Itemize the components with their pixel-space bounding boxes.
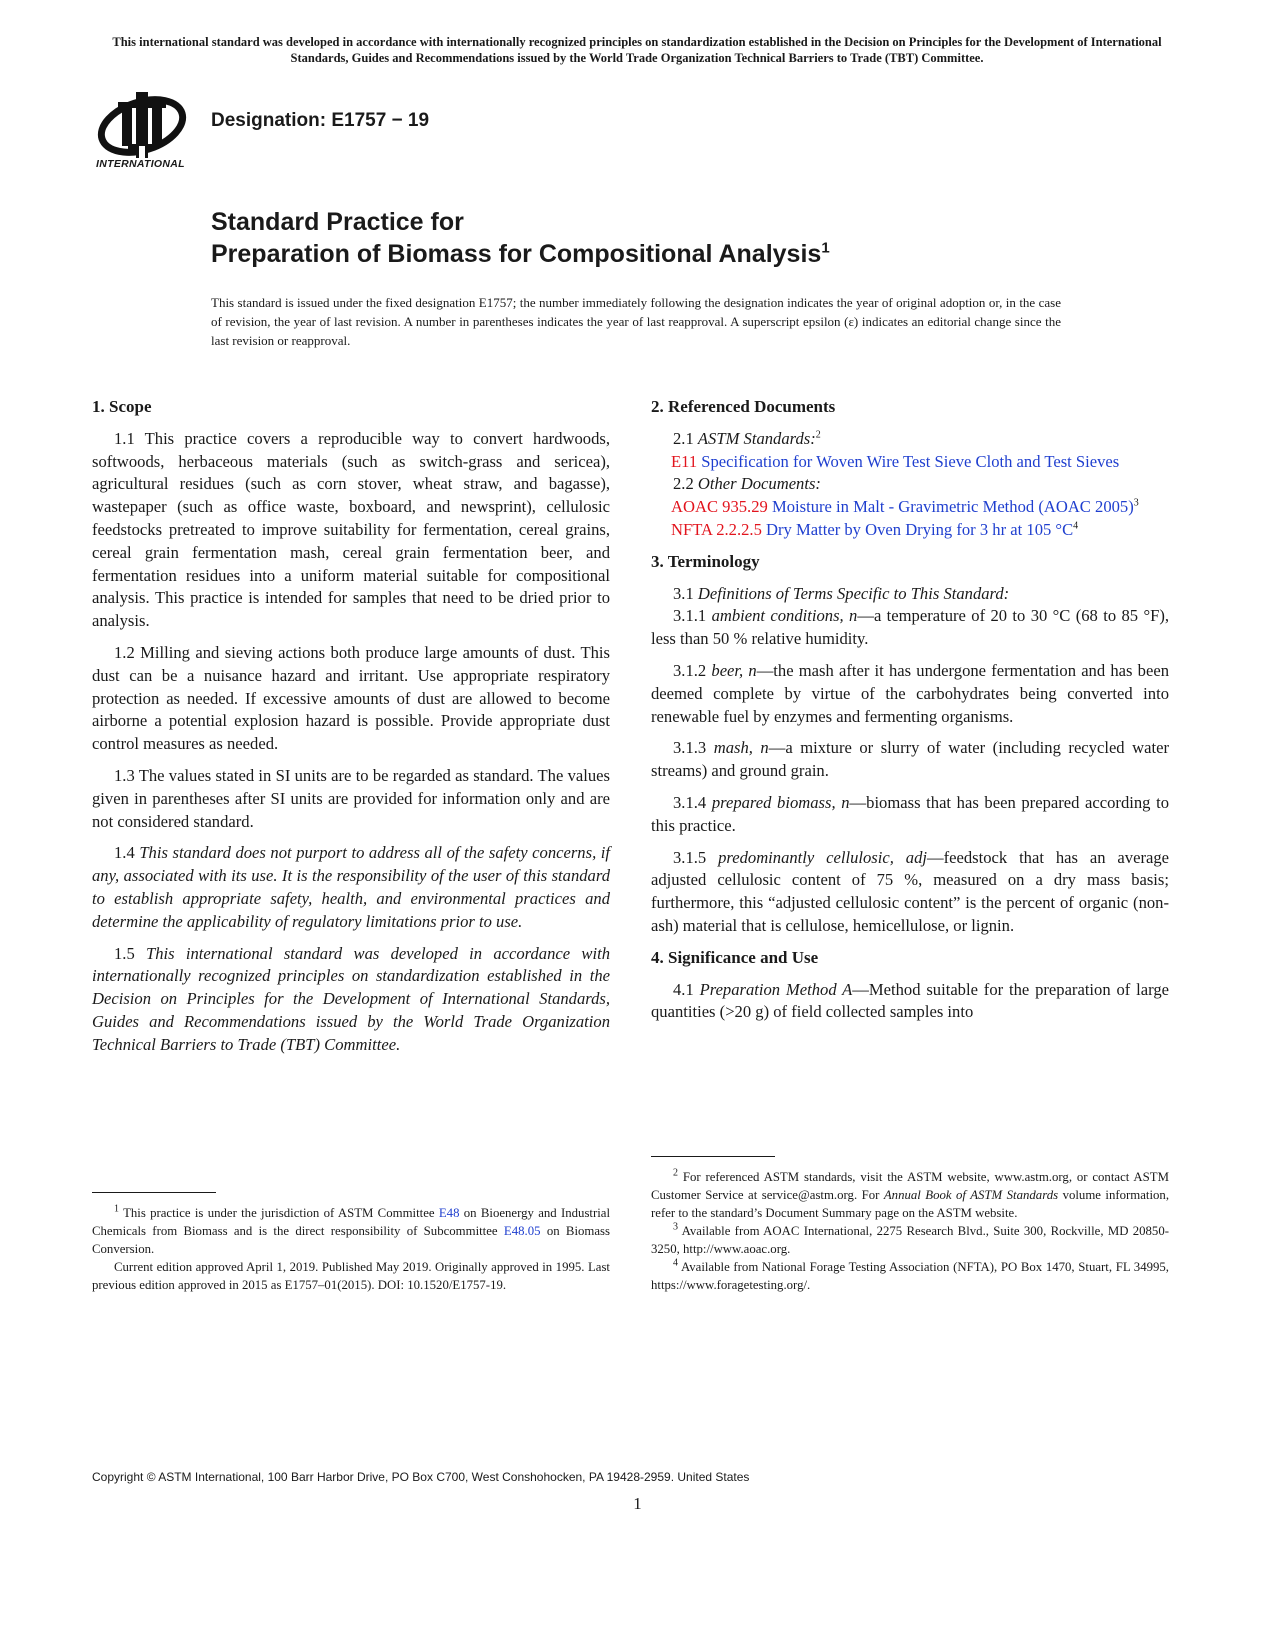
reference-aoac[interactable] xyxy=(651,496,1169,519)
reference-code[interactable]: NFTA 2.2.2.5 xyxy=(671,519,762,539)
footnote-2 xyxy=(651,1168,1169,1222)
footnote-text: This practice is under the jurisdiction of ASTM Committee xyxy=(123,1206,435,1220)
paragraph-number: 3.1.1 xyxy=(673,606,707,626)
section-heading-significance: 4. Significance and Use xyxy=(651,947,819,967)
reference-title[interactable]: Dry Matter by Oven Drying for 3 hr at 105 °C xyxy=(766,519,1074,539)
title-line-1: Standard Practice for xyxy=(211,208,464,236)
reference-e11[interactable] xyxy=(651,451,1169,474)
subsection-3-1 xyxy=(651,583,1169,606)
paragraph-number: 3.1.4 xyxy=(673,792,707,812)
defined-term: prepared biomass, n xyxy=(711,792,850,812)
definition-mash xyxy=(651,737,1169,783)
defined-term: mash, n xyxy=(713,738,769,758)
paragraph-number: 3.1.2 xyxy=(673,660,707,680)
footnote-mark: 1 xyxy=(114,1203,119,1215)
subcommittee-link[interactable]: E48.05 xyxy=(503,1224,541,1238)
copyright-line: Copyright © ASTM International, 100 Barr Harbor Drive, PO Box C700, West Conshohocken, PA 19428-2959. United States xyxy=(92,1470,750,1484)
reference-title[interactable]: Moisture in Malt - Gravimetric Method (AOAC 2005) xyxy=(771,497,1134,517)
paragraph-1-3: 1.3 The values stated in SI units are to be regarded as standard. The values given in parentheses after SI units are provided for information only and are not considered standard. xyxy=(92,765,610,831)
definition-text: —a temperature of 20 to 30 °C (68 to 85 °F), less than 50 % relative humidity. xyxy=(651,606,1169,649)
footnotes-left xyxy=(92,1204,610,1294)
footnote-text: Available from AOAC International, 2275 Research Blvd., Suite 300, Rockville, MD 20850-3250, http://www.aoac.org. xyxy=(651,1224,1169,1256)
paragraph-4-1 xyxy=(651,979,1169,1025)
footnote-mark: 3 xyxy=(673,1221,678,1233)
safety-caveat: This standard does not purport to address all of the safety concerns, if any, associated with its use. It is the responsibility of the user of this standard to establish appropriate safety, health, and environmental practices and determine the applicability of regulatory limitations prior to use. xyxy=(92,843,610,931)
paragraph-number: 1.4 xyxy=(114,843,135,863)
definition-text: —biomass that has been prepared according to this practice. xyxy=(651,792,1169,835)
wto-statement: This international standard was developed in accordance with internationally recognized principles on standardization established in the Decision on Principles for the Development of International Standards, Guides and Recommendations issued by the World Trade Organization Technical Barriers to Trade (TBT) Committee. xyxy=(92,943,610,1054)
footnote-4 xyxy=(651,1258,1169,1294)
footnote-text: For referenced ASTM standards, visit the ASTM website, www.astm.org, or contact ASTM Customer Service at service@astm.org. For xyxy=(651,1170,1169,1202)
right-column xyxy=(651,396,1169,1024)
paragraph-number: 2.2 xyxy=(673,474,694,494)
committee-link[interactable]: E48 xyxy=(438,1206,460,1220)
paragraph-1-2: 1.2 Milling and sieving actions both produce large amounts of dust. This dust can be a nuisance hazard and irritant. Use appropriate respiratory protection as needed. If excessive amounts of dust are allowed to become airborne a potential explosion hazard is possible. Provide appropriate dust control measures as needed. xyxy=(92,642,610,754)
title-line-2 xyxy=(211,238,830,270)
reference-code[interactable]: AOAC 935.29 xyxy=(671,497,768,517)
definition-text: —a mixture or slurry of water (including recycled water streams) and ground grain. xyxy=(651,738,1169,781)
section-heading-scope: 1. Scope xyxy=(92,397,152,416)
subsection-2-2 xyxy=(651,473,1169,496)
designation: Designation: E1757 − 19 xyxy=(211,110,430,131)
footnote-mark: 4 xyxy=(1073,520,1079,532)
paragraph-number: 1.5 xyxy=(114,943,135,963)
section-heading-terminology: 3. Terminology xyxy=(651,551,760,571)
page-number: 1 xyxy=(633,1494,642,1513)
paragraph-1-4 xyxy=(92,842,610,933)
paragraph-number: 3.1.3 xyxy=(673,738,707,758)
footnote-rule-right xyxy=(651,1156,775,1157)
footnote-text: volume information, refer to the standard’s Document Summary page on the ASTM website. xyxy=(651,1188,1170,1220)
subsection-2-1 xyxy=(651,428,1169,451)
paragraph-1-1: 1.1 This practice covers a reproducible way to convert hardwoods, softwoods, herbaceous materials (such as switch-grass and sericea), agricultural residues (such as corn stover, wheat straw, and bagasse), wastepaper (such as office waste, boxboard, and newsprint), cellulosic feedstocks pretreated to improve suitability for fermentation, cereal grains, cereal grain fermentation mash, cereal grain fermentation beer, and fermentation residues into a uniform material suitable for compositional analysis. This practice is intended for samples that need to be dried prior to analysis. xyxy=(92,428,610,631)
issuance-statement: This standard is issued under the fixed designation E1757; the number immediately following the designation indicates the year of original adoption or, in the case of revision, the year of last revision. A number in parentheses indicates the year of last reapproval. A superscript epsilon (ε) indicates an editorial change since the last revision or reapproval. xyxy=(211,295,1061,348)
definition-text: —feedstock that has an average adjusted cellulosic content of 75 %, measured on a dry mass basis; furthermore, this “adjusted cellulosic content” is the percent of organic (non-ash) material that is cellulose, hemicellulose, or lignin. xyxy=(651,847,1170,935)
paragraph-text: —Method suitable for the preparation of large quantities (>20 g) of field collected samples into xyxy=(651,979,1169,1022)
defined-term: beer, n xyxy=(711,660,757,680)
astm-logo-international: INTERNATIONAL xyxy=(96,158,185,170)
reference-nfta[interactable] xyxy=(651,519,1169,542)
left-column xyxy=(92,396,610,1066)
subsection-label: Other Documents: xyxy=(697,474,821,494)
subsection-label: ASTM Standards: xyxy=(697,428,816,448)
definition-text: —the mash after it has undergone fermentation and has been deemed complete by virtue of the carbohydrates being converted into renewable fuel by enzymes and fermenting organisms. xyxy=(651,660,1169,726)
standardization-notice: This international standard was developed in accordance with internationally recognized principles on standardization established in the Decision on Principles for the Development of International Standards, Guides and Recommendations issued by the World Trade Organization Technical Barriers to Trade (TBT) Committee. xyxy=(112,35,1162,65)
section-heading-referenced-documents: 2. Referenced Documents xyxy=(651,397,836,416)
footnote-mark: 4 xyxy=(673,1257,678,1269)
footnote-mark: 2 xyxy=(673,1167,678,1179)
definition-ambient-conditions xyxy=(651,605,1169,651)
footnote-1 xyxy=(92,1204,610,1258)
document-title xyxy=(211,206,830,270)
edition-note: Current edition approved April 1, 2019. Published May 2019. Originally approved in 1995. Last previous edition approved in 2015 as E1757–01(2015). DOI: 10.1520/E1757-19. xyxy=(92,1260,610,1292)
footnote-3 xyxy=(651,1222,1169,1258)
subsection-label: Definitions of Terms Specific to This Standard: xyxy=(697,583,1010,603)
title-text: Preparation of Biomass for Compositional Analysis xyxy=(211,240,822,268)
footnotes-right xyxy=(651,1168,1169,1294)
defined-term: ambient conditions, n xyxy=(711,606,858,626)
title-footnote-mark: 1 xyxy=(821,239,830,257)
footnote-rule-left xyxy=(92,1192,216,1193)
defined-term: predominantly cellulosic, adj xyxy=(718,847,927,867)
footnote-text: Annual Book of ASTM Standards xyxy=(883,1188,1059,1202)
paragraph-number: 2.1 xyxy=(673,428,694,448)
footnote-mark: 2 xyxy=(815,429,821,441)
reference-code[interactable]: E11 xyxy=(671,451,698,471)
definition-beer xyxy=(651,660,1169,728)
footnote-text: Available from National Forage Testing Association (NFTA), PO Box 1470, Stuart, FL 34995, https://www.foragetesting.org/. xyxy=(651,1260,1169,1292)
paragraph-number: 3.1.5 xyxy=(673,847,707,867)
definition-prepared-biomass xyxy=(651,792,1169,838)
paragraph-number: 3.1 xyxy=(673,583,694,603)
defined-term: Preparation Method A xyxy=(699,979,853,999)
paragraph-number: 4.1 xyxy=(673,979,694,999)
footnote-text: on Bioenergy and Industrial Chemicals from Biomass and is the direct responsibility of Subcommittee xyxy=(92,1206,611,1238)
footnote-mark: 3 xyxy=(1133,497,1139,509)
footnote-text: on Biomass Conversion. xyxy=(92,1224,610,1256)
paragraph-1-5 xyxy=(92,943,610,1057)
reference-title[interactable]: Specification for Woven Wire Test Sieve Cloth and Test Sieves xyxy=(701,451,1120,471)
definition-predominantly-cellulosic xyxy=(651,847,1169,938)
